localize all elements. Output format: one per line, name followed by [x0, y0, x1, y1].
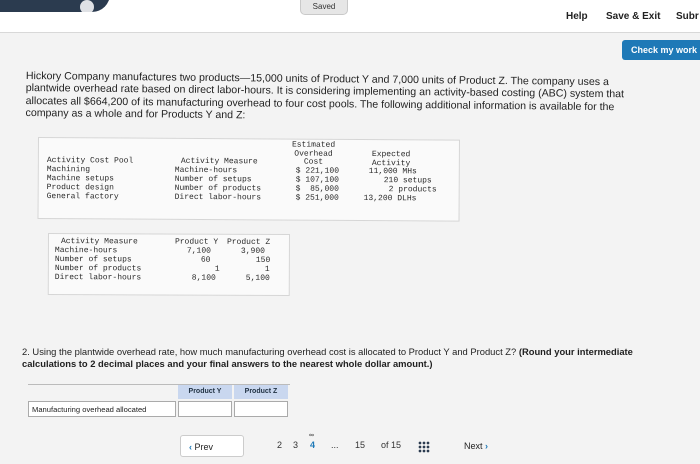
prev-button[interactable]	[180, 435, 244, 457]
question-instructions: (Round your intermediate calculations to 2 decimal places and your final answers to the nearest whole dollar amount.)	[22, 346, 633, 369]
pool-cell: Machining	[46, 165, 91, 175]
chevron-left-icon: ‹	[189, 442, 192, 452]
measure-cell: Number of setups	[174, 174, 252, 185]
next-button[interactable]	[456, 435, 520, 457]
page-link[interactable]: 3	[293, 440, 299, 450]
link-icon: ∞	[309, 432, 314, 439]
next-label: Next	[464, 441, 483, 451]
col-header-cost: Estimated Overhead Cost	[291, 140, 336, 167]
product-z-cell: 5,100	[245, 273, 270, 283]
product-y-cell: 60	[200, 255, 211, 265]
measure-cell: Number of products	[54, 264, 142, 274]
answer-row-label: Manufacturing overhead allocated	[28, 401, 176, 417]
product-y-overhead-input[interactable]	[178, 401, 232, 417]
current-page-label: 4	[310, 440, 316, 450]
page-link[interactable]: 2	[277, 440, 283, 450]
logo-badge	[0, 0, 110, 12]
product-z-overhead-input[interactable]	[234, 401, 288, 417]
cost-pool-table	[37, 137, 459, 222]
measure-cell: Direct labor-hours	[174, 192, 262, 203]
help-button[interactable]: Help	[566, 11, 588, 22]
pagination	[0, 432, 700, 464]
col-header-product-y: Product Y	[174, 237, 219, 247]
question-prompt: 2. Using the plantwide overhead rate, how much manufacturing overhead cost is allocated to Product Y and Product Z?	[22, 346, 517, 357]
activity-cell: 2 products	[388, 185, 437, 195]
page-link[interactable]: 15	[355, 440, 366, 450]
product-z-cell: 3,900	[240, 246, 265, 256]
logo-dot-icon	[80, 0, 94, 14]
top-bar	[0, 0, 700, 33]
check-my-work-button[interactable]: Check my work	[622, 40, 700, 60]
cost-cell: $ 85,000	[295, 184, 339, 194]
col-header-pool: Activity Cost Pool	[46, 156, 134, 166]
col-header-activity: Expected Activity	[371, 150, 411, 168]
answer-col-product-z: Product Z	[234, 385, 288, 399]
page-ellipsis: ...	[331, 440, 339, 450]
answer-col-product-y: Product Y	[178, 385, 232, 399]
product-y-cell: 1	[214, 264, 220, 274]
question-text	[22, 346, 682, 369]
measure-cell: Direct labor-hours	[54, 273, 142, 283]
prev-label: Prev	[194, 442, 214, 452]
measure-cell: Number of products	[174, 183, 262, 194]
product-z-cell: 150	[255, 255, 271, 265]
save-exit-button[interactable]: Save & Exit	[606, 11, 661, 22]
answer-table	[28, 384, 290, 421]
cost-cell: $ 221,100	[295, 166, 340, 176]
measure-cell: Machine-hours	[54, 246, 118, 256]
measure-cell: Machine-hours	[174, 165, 238, 176]
cost-cell: $ 107,100	[295, 175, 339, 185]
product-z-cell: 1	[264, 264, 270, 274]
chevron-right-icon: ›	[485, 441, 489, 451]
product-y-cell: 8,100	[191, 273, 216, 283]
activity-cell: 13,200 DLHs	[363, 193, 417, 204]
page-count: of 15	[381, 440, 402, 450]
activity-by-product-table	[48, 233, 290, 296]
problem-intro: Hickory Company manufactures two products—15,000 units of Product Y and 7,000 units of Product Z. The company uses a plantwide overhead rate based on direct labor-hours. It is considering implementing an activity-based costing (ABC) system that allocates all $664,200 of its manufacturing overhead to four cost pools. The following additional information is available for the company as a whole and for Products Y and Z:	[25, 70, 625, 122]
pool-cell: General factory	[46, 192, 119, 202]
product-y-cell: 7,100	[186, 246, 211, 256]
pool-cell: Machine setups	[46, 174, 114, 184]
activity-cell: 11,000 MHs	[368, 167, 417, 177]
submit-button[interactable]: Subr	[676, 11, 699, 22]
measure-cell: Number of setups	[54, 255, 132, 265]
saved-status: Saved	[300, 0, 348, 15]
pool-cell: Product design	[46, 183, 114, 193]
cost-cell: $ 251,000	[295, 193, 339, 203]
col-header-measure: Activity Measure	[60, 237, 138, 247]
col-header-product-z: Product Z	[226, 237, 271, 247]
col-header-measure: Activity Measure	[180, 156, 258, 167]
page-link-current[interactable]	[309, 432, 316, 450]
activity-cell: 210 setups	[383, 176, 432, 186]
grid-icon[interactable]	[418, 441, 430, 453]
